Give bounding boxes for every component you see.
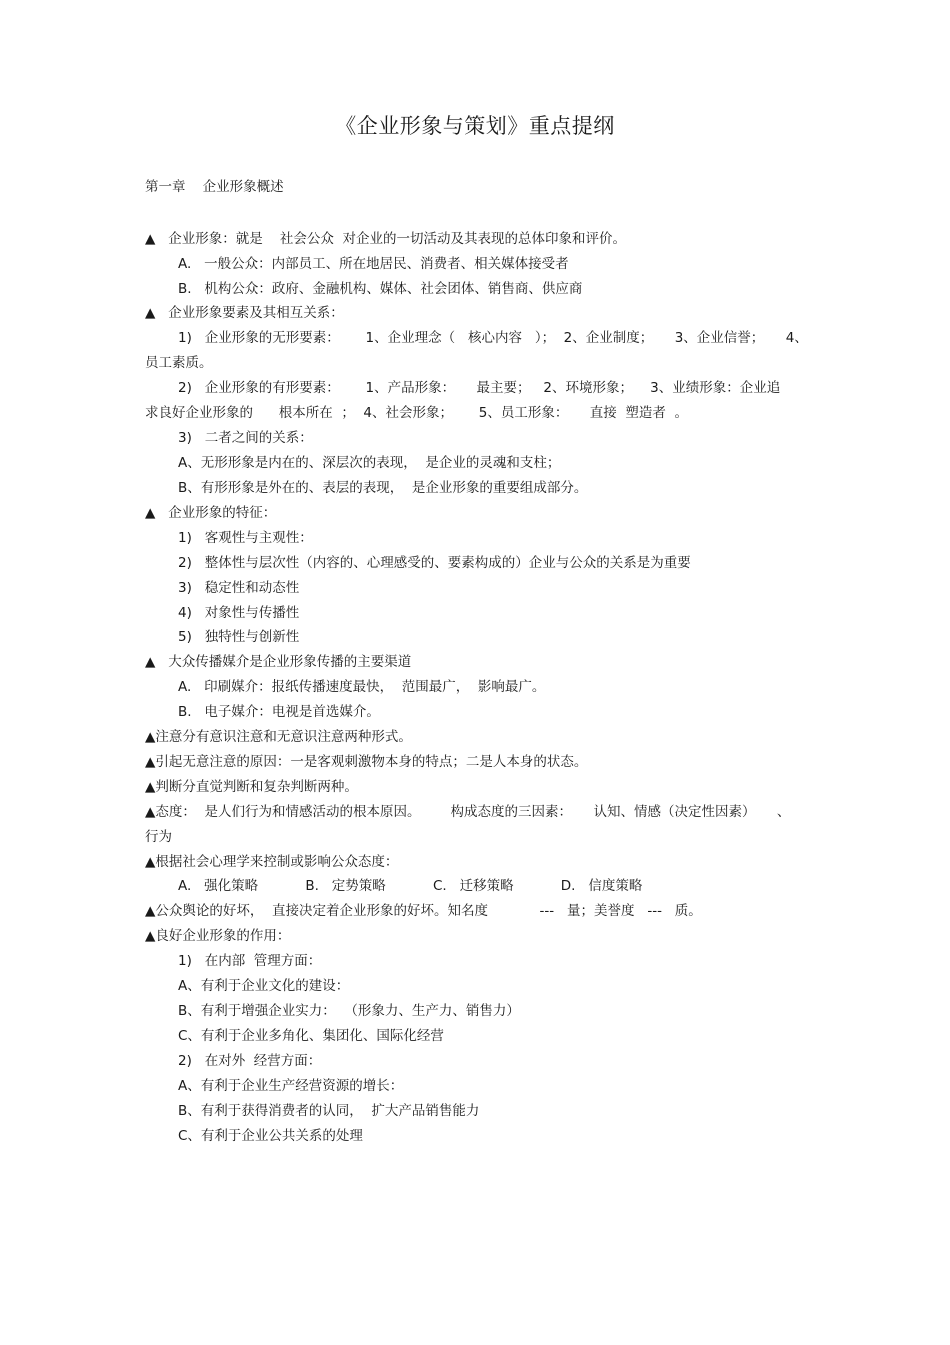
continuation-line: 求良好企业形象的 根本所在 ； 4、社会形象； 5、员工形象： 直接 塑造者 。 bbox=[145, 405, 688, 421]
list-item: A. 一般公众：内部员工、所在地居民、消费者、相关媒体接受者 bbox=[178, 256, 569, 272]
list-item: 3) 稳定性和动态性 bbox=[178, 580, 300, 596]
list-item: B、有利于获得消费者的认同， 扩大产品销售能力 bbox=[178, 1103, 480, 1119]
list-item: 2) 整体性与层次性（内容的、心理感受的、要素构成的）企业与公众的关系是为重要 bbox=[178, 555, 691, 571]
bullet-line: ▲根据社会心理学来控制或影响公众态度： bbox=[145, 854, 399, 870]
chapter-heading: 第一章 企业形象概述 bbox=[145, 179, 284, 195]
list-item: 2) 企业形象的有形要素： 1、产品形象： 最主要； 2、环境形象； 3、业绩形象：企业追 bbox=[178, 380, 781, 396]
bullet-line: ▲态度： 是人们行为和情感活动的根本原因。 构成态度的三因素： 认知、情感（决定性因素） 、 bbox=[145, 804, 791, 820]
list-item: C、有利于企业多角化、集团化、国际化经营 bbox=[178, 1028, 444, 1044]
continuation-line: 行为 bbox=[145, 829, 172, 845]
bullet-line: ▲判断分直觉判断和复杂判断两种。 bbox=[145, 779, 358, 795]
continuation-line: 员工素质。 bbox=[145, 355, 213, 371]
list-item: 4) 对象性与传播性 bbox=[178, 605, 300, 621]
list-item: A、有利于企业生产经营资源的增长： bbox=[178, 1078, 404, 1094]
bullet-line: ▲注意分有意识注意和无意识注意两种形式。 bbox=[145, 729, 412, 745]
list-item: C、有利于企业公共关系的处理 bbox=[178, 1128, 363, 1144]
bullet-line: ▲ 企业形象要素及其相互关系： bbox=[145, 305, 344, 321]
list-item: B. 电子媒介：电视是首选媒介。 bbox=[178, 704, 380, 720]
list-item: 1) 在内部 管理方面： bbox=[178, 953, 322, 969]
list-item: 3) 二者之间的关系： bbox=[178, 430, 313, 446]
document-title: 《企业形象与策划》重点提纲 bbox=[335, 114, 615, 138]
list-item: 1) 企业形象的无形要素： 1、企业理念（ 核心内容 ）； 2、企业制度； 3、企业信誉； 4、 bbox=[178, 330, 808, 346]
list-item: B、有利于增强企业实力： （形象力、生产力、销售力） bbox=[178, 1003, 520, 1019]
list-item: A、无形形象是内在的、深层次的表现， 是企业的灵魂和支柱； bbox=[178, 455, 561, 471]
bullet-line: ▲ 企业形象：就是 社会公众 对企业的一切活动及其表现的总体印象和评价。 bbox=[145, 231, 627, 247]
bullet-line: ▲ 企业形象的特征： bbox=[145, 505, 277, 521]
list-item: 2) 在对外 经营方面： bbox=[178, 1053, 322, 1069]
bullet-line: ▲公众舆论的好坏， 直接决定着企业形象的好坏。知名度 --- 量；美誉度 --- 质。 bbox=[145, 903, 702, 919]
list-item: A. 印刷媒介：报纸传播速度最快， 范围最广， 影响最广。 bbox=[178, 679, 546, 695]
list-item: A、有利于企业文化的建设： bbox=[178, 978, 350, 994]
list-item: B、有形形象是外在的、表层的表现， 是企业形象的重要组成部分。 bbox=[178, 480, 588, 496]
bullet-line: ▲ 大众传播媒介是企业形象传播的主要渠道 bbox=[145, 654, 412, 670]
list-item: 1) 客观性与主观性： bbox=[178, 530, 313, 546]
bullet-line: ▲引起无意注意的原因：一是客观刺激物本身的特点；二是人本身的状态。 bbox=[145, 754, 588, 770]
list-item: B. 机构公众：政府、金融机构、媒体、社会团体、销售商、供应商 bbox=[178, 281, 583, 297]
list-item: A. 强化策略 B. 定势策略 C. 迁移策略 D. 信度策略 bbox=[178, 878, 643, 894]
list-item: 5) 独特性与创新性 bbox=[178, 629, 300, 645]
bullet-line: ▲良好企业形象的作用： bbox=[145, 928, 291, 944]
